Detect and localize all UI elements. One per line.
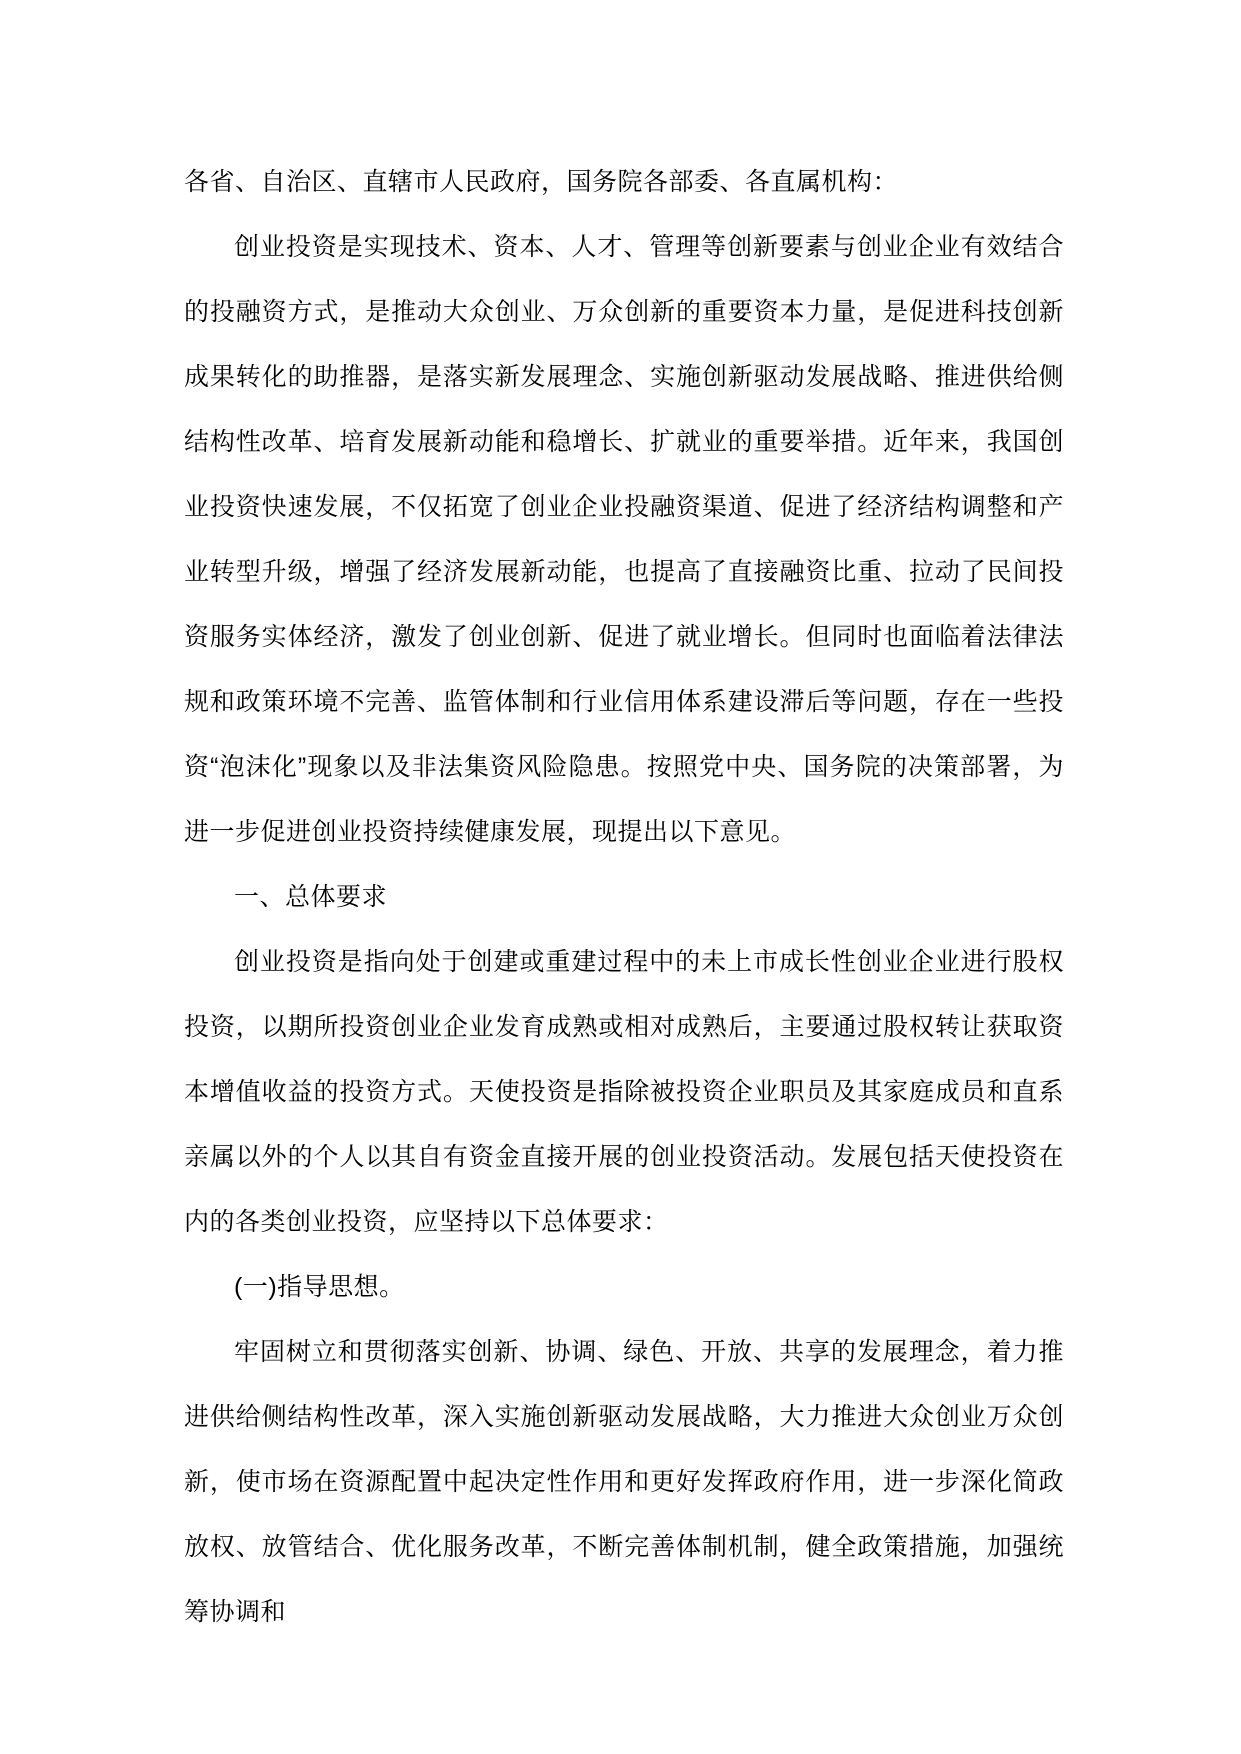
section-1-heading: 一、总体要求 [234,883,388,911]
subheading-guiding-ideology: (一)指导思想。 [234,1273,405,1301]
document-body [184,150,1064,1645]
paragraph-guiding-ideology-body: 牢固树立和贯彻落实创新、协调、绿色、开放、共享的发展理念，着力推进供给侧结构性改革，深入实施创新驱动发展战略，大力推进大众创业万众创新，使市场在资源配置中起决定性作用和更好发挥政府作用，进一步深化简政放权、放管结合、优化服务改革，不断完善体制机制，健全政策措施，加强统筹协调和 [184,1338,1064,1626]
paragraph-intro: 创业投资是实现技术、资本、人才、管理等创新要素与创业企业有效结合的投融资方式，是推动大众创业、万众创新的重要资本力量，是促进科技创新成果转化的助推器，是落实新发展理念、实施创新驱动发展战略、推进供给侧结构性改革、培育发展新动能和稳增长、扩就业的重要举措。近年来，我国创业投资快速发展，不仅拓宽了创业企业投融资渠道、促进了经济结构调整和产业转型升级，增强了经济发展新动能，也提高了直接融资比重、拉动了民间投资服务实体经济，激发了创业创新、促进了就业增长。但同时也面临着法律法规和政策环境不完善、监管体制和行业信用体系建设滞后等问题，存在一些投资“泡沫化”现象以及非法集资风险隐患。按照党中央、国务院的决策部署，为进一步促进创业投资持续健康发展，现提出以下意见。 [184,233,1064,846]
salutation-line: 各省、自治区、直辖市人民政府，国务院各部委、各直属机构： [184,168,899,196]
paragraph-section-1-body: 创业投资是指向处于创建或重建过程中的未上市成长性创业企业进行股权投资，以期所投资创业企业发育成熟或相对成熟后，主要通过股权转让获取资本增值收益的投资方式。天使投资是指除被投资企业职员及其家庭成员和直系亲属以外的个人以其自有资金直接开展的创业投资活动。发展包括天使投资在内的各类创业投资，应坚持以下总体要求： [184,948,1064,1236]
